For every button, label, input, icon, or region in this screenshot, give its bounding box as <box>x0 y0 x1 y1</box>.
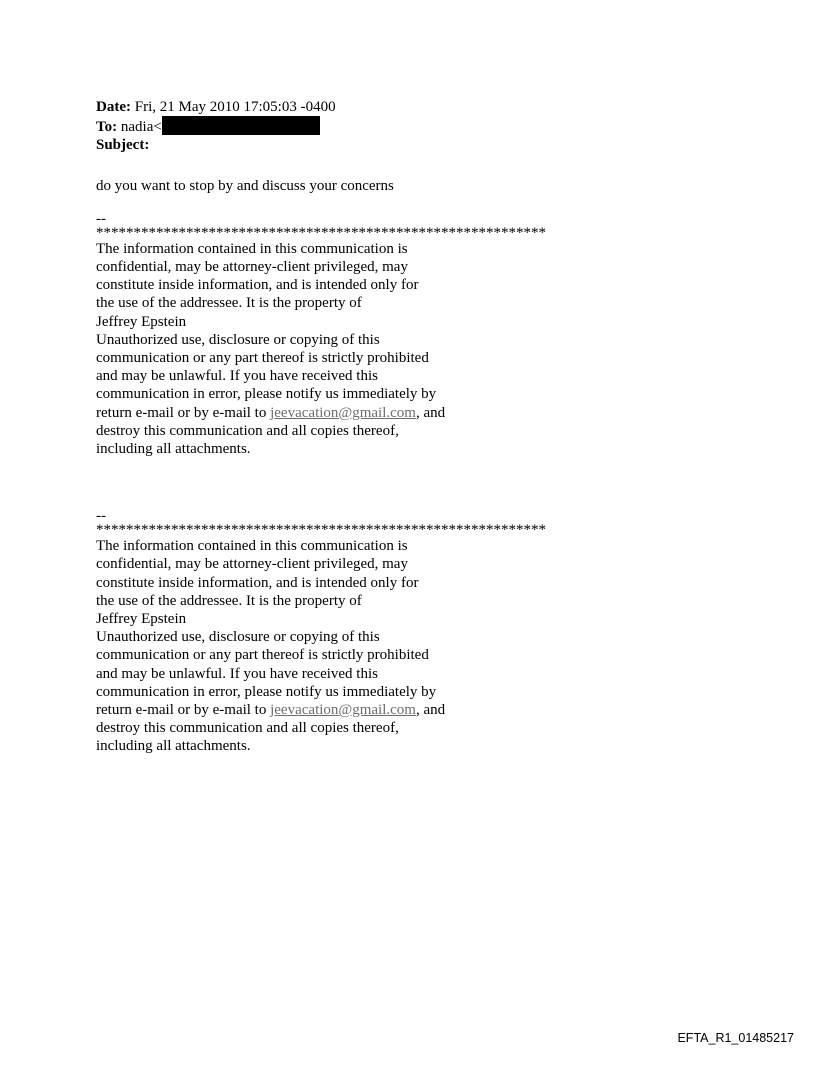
link-line-prefix: return e-mail or by e-mail to <box>96 702 271 719</box>
disclaimer-line: constitute inside information, and is intended only for <box>96 277 419 294</box>
email-link[interactable]: jeevacation@gmail.com <box>270 404 416 421</box>
disclaimer-line: constitute inside information, and is intended only for <box>96 574 419 591</box>
disclaimer-line: communication or any part thereof is strictly prohibited <box>96 647 429 664</box>
disclaimer-line: the use of the addressee. It is the property of <box>96 592 362 609</box>
link-line-suffix: , and <box>415 702 446 719</box>
link-line-suffix: , and <box>415 404 446 421</box>
asterisk-divider: ************************************************************ <box>96 522 546 539</box>
disclaimer-line: including all attachments. <box>96 441 251 458</box>
date-value: Fri, 21 May 2010 17:05:03 -0400 <box>134 99 336 115</box>
date-line <box>96 98 736 116</box>
subject-line <box>96 136 736 154</box>
disclaimer-line: The information contained in this communication is <box>96 240 408 257</box>
disclaimer-line: including all attachments. <box>96 738 251 755</box>
disclaimer-line: and may be unlawful. If you have received this <box>96 368 378 385</box>
email-link[interactable]: jeevacation@gmail.com <box>270 702 416 719</box>
document-id: EFTA_R1_01485217 <box>677 1031 794 1045</box>
redaction-box <box>162 116 320 135</box>
link-line-prefix: return e-mail or by e-mail to <box>96 404 271 421</box>
disclaimer-line: communication in error, please notify us immediately by <box>96 683 437 700</box>
disclaimer-line: destroy this communication and all copies thereof, <box>96 422 399 439</box>
subject-label: Subject: <box>96 137 150 154</box>
to-value: nadia< <box>120 119 162 136</box>
disclaimer-line: Jeffrey Epstein <box>96 313 187 330</box>
disclaimer-block <box>96 509 736 755</box>
date-label: Date: <box>96 99 131 115</box>
disclaimer-link-line <box>96 404 736 422</box>
email-header <box>96 98 736 155</box>
spacer <box>96 458 736 509</box>
disclaimer-line: confidential, may be attorney-client privileged, may <box>96 259 408 276</box>
disclaimer-link-line <box>96 701 736 719</box>
disclaimer-line: the use of the addressee. It is the property of <box>96 295 362 312</box>
signature-separator: -- <box>96 210 106 227</box>
disclaimer-block <box>96 212 736 458</box>
to-label: To: <box>96 119 118 136</box>
disclaimer-line: destroy this communication and all copies thereof, <box>96 720 399 737</box>
disclaimer-line: Unauthorized use, disclosure or copying of this <box>96 629 380 646</box>
to-line <box>96 116 736 136</box>
signature-separator: -- <box>96 508 106 525</box>
disclaimer-line: Jeffrey Epstein <box>96 611 187 628</box>
disclaimer-line: and may be unlawful. If you have received this <box>96 665 378 682</box>
email-document <box>96 98 736 756</box>
message-body: do you want to stop by and discuss your concerns <box>96 177 394 194</box>
disclaimer-line: communication in error, please notify us immediately by <box>96 386 437 403</box>
disclaimer-line: Unauthorized use, disclosure or copying of this <box>96 331 380 348</box>
asterisk-divider: ************************************************************ <box>96 224 546 241</box>
disclaimer-line: confidential, may be attorney-client privileged, may <box>96 556 408 573</box>
disclaimer-line: The information contained in this communication is <box>96 538 408 555</box>
disclaimer-line: communication or any part thereof is strictly prohibited <box>96 350 429 367</box>
